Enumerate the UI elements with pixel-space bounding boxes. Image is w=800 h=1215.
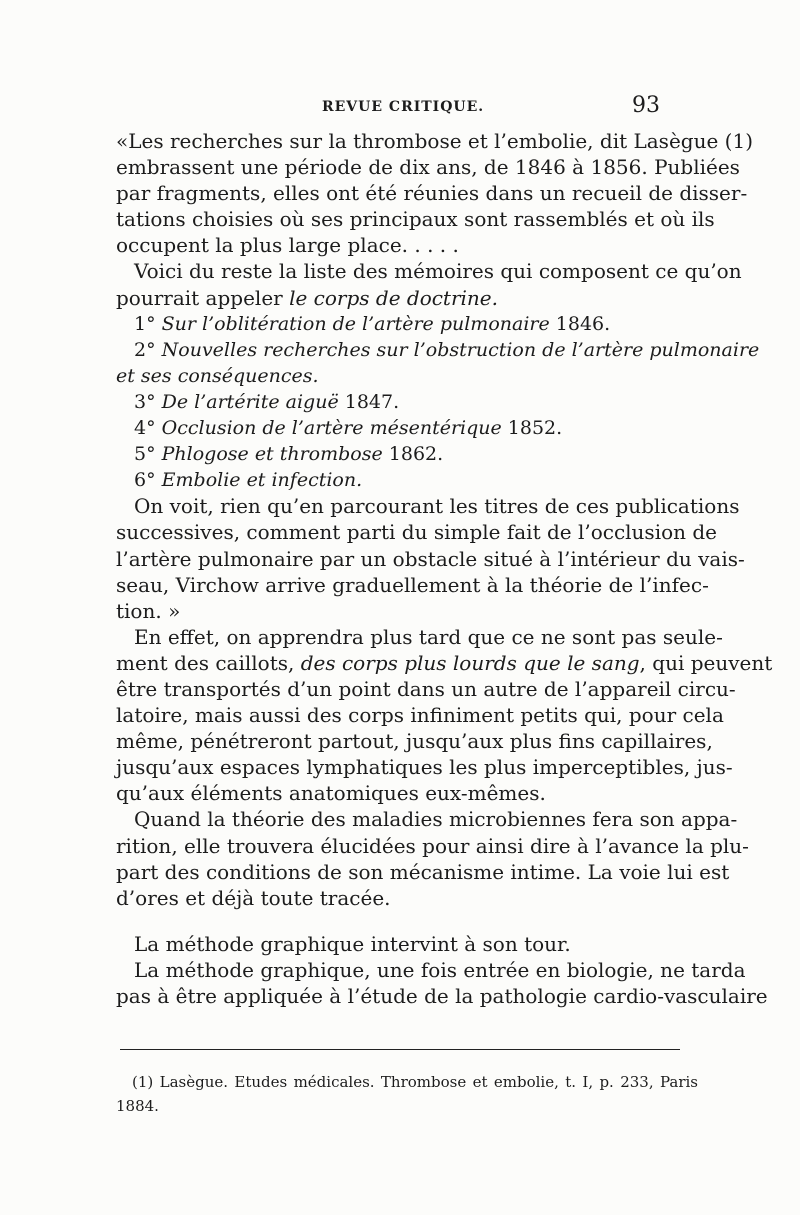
text-line: part des conditions de son mécanisme intime. La voie lui est <box>116 859 730 884</box>
list-number: 3° <box>134 390 156 413</box>
text-line: l’artère pulmonaire par un obstacle situé à l’intérieur du vais- <box>116 546 745 571</box>
list-number: 1° <box>134 312 156 335</box>
text-line: qu’aux éléments anatomiques eux-mêmes. <box>116 781 546 806</box>
list-number: 4° <box>134 417 156 440</box>
text-run: pourrait appeler <box>116 285 290 310</box>
text-line: être transportés d’un point dans un autre de l’appareil circu- <box>116 676 736 701</box>
list-title: Nouvelles recherches sur l’obstruction de l’artère pulmonaire <box>161 338 760 361</box>
text-run: ment des caillots, <box>116 650 301 675</box>
running-head: REVUE CRITIQUE. <box>322 99 485 115</box>
text-line: seau, Virchow arrive graduellement à la théorie de l’infec- <box>116 572 709 597</box>
text-line <box>116 650 773 676</box>
list-item <box>116 467 686 493</box>
list-year: 1846. <box>555 312 611 335</box>
body-text <box>116 128 773 1009</box>
list-item <box>116 441 686 467</box>
text-line: successives, comment parti du simple fait de l’occlusion de <box>116 520 718 545</box>
footnote-line: 1884. <box>116 1097 159 1115</box>
italic-run: des corps plus lourds que le sang <box>300 650 640 675</box>
paragraph-gap <box>116 911 686 931</box>
footnote-line: (1) Lasègue. Etudes médicales. Thrombose et embolie, t. I, p. 233, Paris <box>132 1073 698 1091</box>
list-item <box>116 311 686 337</box>
list-number: 6° <box>134 469 156 492</box>
text-line: La méthode graphique, une fois entrée en biologie, ne tarda <box>134 957 746 982</box>
text-line: embrassent une période de dix ans, de 1846 à 1856. Publiées <box>116 155 740 180</box>
list-item-continuation <box>116 363 686 389</box>
list-year: 1847. <box>344 390 400 413</box>
list-year: 1852. <box>507 417 563 440</box>
text-line: jusqu’aux espaces lymphatiques les plus imperceptibles, jus- <box>116 755 733 780</box>
list-title: Phlogose et thrombose <box>161 443 383 466</box>
text-line: La méthode graphique intervint à son tour. <box>134 931 571 956</box>
footnote-rule <box>120 1049 680 1050</box>
list-title: et ses conséquences. <box>116 364 319 387</box>
list-title: Embolie et infection. <box>161 469 363 492</box>
text-line: tations choisies où ses principaux sont rassemblés et où ils <box>116 207 715 232</box>
text-line: tion. » <box>116 598 181 623</box>
text-line: occupent la plus large place. . . . . <box>116 233 459 258</box>
list-title: De l’artérite aiguë <box>161 390 339 413</box>
text-line: par fragments, elles ont été réunies dans un recueil de disser- <box>116 181 748 206</box>
list-title: Occlusion de l’artère mésentérique <box>161 417 502 440</box>
text-line: d’ores et déjà toute tracée. <box>116 885 391 910</box>
text-line: rition, elle trouvera élucidées pour ainsi dire à l’avance la plu- <box>116 833 749 858</box>
page-number: 93 <box>632 93 660 118</box>
list-title: Sur l’oblitération de l’artère pulmonaire <box>161 312 550 335</box>
footnote <box>116 1070 698 1118</box>
text-line: On voit, rien qu’en parcourant les titres de ces publications <box>134 494 740 519</box>
page-header <box>0 93 800 121</box>
list-item <box>116 389 686 415</box>
text-run: , qui peuvent <box>639 650 773 675</box>
text-line: Voici du reste la liste des mémoires qui composent ce qu’on <box>134 259 742 284</box>
list-item <box>116 337 760 363</box>
text-line <box>116 285 686 311</box>
list-item <box>116 415 686 441</box>
italic-run: le corps de doctrine. <box>289 285 499 310</box>
text-line: «Les recherches sur la thrombose et l’embolie, dit Lasègue (1) <box>116 129 753 153</box>
list-number: 2° <box>134 338 156 361</box>
text-line: Quand la théorie des maladies microbiennes fera son appa- <box>134 807 738 832</box>
list-year: 1862. <box>388 443 444 466</box>
list-number: 5° <box>134 443 156 466</box>
text-line: En effet, on apprendra plus tard que ce ne sont pas seule- <box>134 624 723 649</box>
text-line: pas à être appliquée à l’étude de la pathologie cardio-vasculaire <box>116 984 768 1008</box>
text-line: même, pénétreront partout, jusqu’aux plus fins capillaires, <box>116 729 713 754</box>
text-line: latoire, mais aussi des corps infiniment petits qui, pour cela <box>116 703 724 728</box>
